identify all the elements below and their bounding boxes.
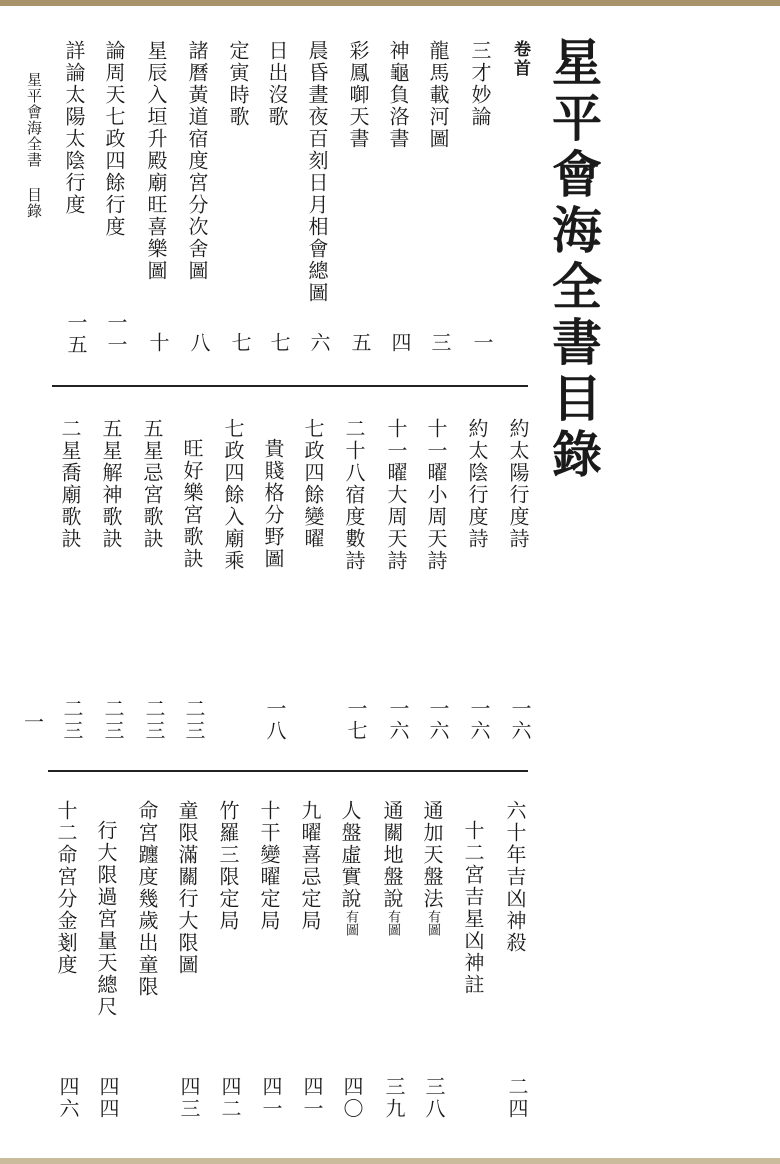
stray-mark: 一 [24, 710, 44, 734]
figure-note: 有圖 [425, 910, 440, 936]
toc-entry[interactable]: 十一曜大周天詩 [384, 418, 408, 572]
toc-entry[interactable]: 論周天七政四餘行度 [102, 40, 126, 238]
toc-entry[interactable] [177, 800, 197, 976]
toc-entry[interactable] [463, 820, 483, 996]
section-divider [52, 385, 528, 387]
page-number: 四 [388, 332, 412, 354]
page-number: 一五 [64, 312, 88, 356]
page-top-border [0, 0, 780, 6]
page-number: 一六 [508, 698, 532, 742]
toc-entry[interactable]: 日出沒歌 [265, 40, 289, 128]
toc-entry[interactable]: 五星解神歌訣 [99, 418, 123, 550]
page-number: 一七 [344, 698, 368, 742]
page-number: 一六 [386, 698, 410, 742]
toc-entry-text: 六十年吉凶神殺 [503, 800, 527, 954]
page-number: 二三 [60, 698, 84, 742]
page-number: 二三 [182, 698, 206, 742]
toc-entry[interactable] [382, 800, 402, 936]
page-number: 一八 [263, 698, 287, 742]
page-number: 七 [228, 332, 252, 354]
toc-entry[interactable]: 詳論太陽太陰行度 [62, 40, 86, 216]
toc-entry[interactable]: 諸曆黃道宿度宮分次舍圖 [185, 40, 209, 282]
toc-entry-text: 竹羅三限定局 [216, 800, 240, 932]
toc-entry-text: 十二宮吉星凶神註 [461, 820, 485, 996]
toc-entry[interactable]: 二星喬廟歌訣 [58, 418, 82, 550]
toc-entry[interactable]: 約太陽行度詩 [506, 418, 530, 550]
toc-entry[interactable] [137, 800, 157, 998]
page-title: 星平會海全書目錄 [544, 36, 603, 484]
toc-entry[interactable]: 神龜負洛書 [386, 40, 410, 150]
toc-entry[interactable]: 旺好樂宮歌訣 [180, 438, 204, 570]
page-number: 四一 [259, 1076, 283, 1120]
toc-entry[interactable] [259, 800, 279, 932]
toc-entry[interactable] [422, 800, 442, 936]
page-number: 二三 [101, 698, 125, 742]
toc-entry-text: 通加天盤法 [420, 800, 444, 910]
page-number: 十 [146, 332, 170, 354]
toc-entry[interactable]: 十一曜小周天詩 [424, 418, 448, 572]
page-number: 三八 [422, 1076, 446, 1120]
toc-entry-text: 十干變曜定局 [257, 800, 281, 932]
toc-entry[interactable]: 貴賤格分野圖 [261, 438, 285, 570]
toc-entry-text: 通關地盤說 [380, 800, 404, 910]
page-number: 四二 [218, 1076, 242, 1120]
toc-entry[interactable]: 星辰入垣升殿廟旺喜樂圖 [144, 40, 168, 282]
page-number: 一六 [426, 698, 450, 742]
page-number: 二四 [505, 1076, 529, 1120]
toc-entry[interactable] [96, 820, 116, 1018]
toc-entry[interactable] [218, 800, 238, 932]
page-number: 一 [470, 332, 494, 354]
toc-entry-text: 命宮躔度幾歲出童限 [135, 800, 159, 998]
running-head: 星平會海全書 目錄 [25, 72, 43, 219]
toc-entry-text: 童限滿關行大限圖 [175, 800, 199, 976]
page-number: 八 [187, 332, 211, 354]
toc-entry[interactable]: 彩鳳啣天書 [346, 40, 370, 150]
toc-entry[interactable] [340, 800, 360, 936]
toc-entry[interactable]: 約太陰行度詩 [465, 418, 489, 550]
toc-entry[interactable]: 五星忌宮歌訣 [140, 418, 164, 550]
toc-entry[interactable]: 七政四餘入廟乘 [221, 418, 245, 572]
toc-entry[interactable] [56, 800, 76, 976]
toc-entry[interactable]: 七政四餘變曜 [301, 418, 325, 550]
figure-note: 有圖 [343, 910, 358, 936]
page-number: 六 [307, 332, 331, 354]
page-number: 三九 [382, 1076, 406, 1120]
page-number: 三 [428, 332, 452, 354]
page-number: 一一 [104, 312, 128, 356]
toc-entry-text: 十二命宮分金剗度 [54, 800, 78, 976]
page-number: 四〇 [340, 1076, 364, 1120]
toc-entry[interactable]: 龍馬載河圖 [426, 40, 450, 150]
page-number: 二三 [142, 698, 166, 742]
toc-entry-text: 人盤虛實說 [338, 800, 362, 910]
toc-entry-text: 九曜喜忌定局 [298, 800, 322, 932]
toc-entry[interactable]: 三才妙論 [468, 40, 492, 128]
toc-entry-text: 行大限過宮量天總尺 [94, 820, 118, 1018]
page-number: 四一 [300, 1076, 324, 1120]
toc-entry[interactable]: 定寅時歌 [226, 40, 250, 128]
toc-entry[interactable]: 晨昏晝夜百刻日月相會總圖 [305, 40, 329, 304]
page-number: 一六 [467, 698, 491, 742]
page-number: 五 [348, 332, 372, 354]
page-number: 四三 [177, 1076, 201, 1120]
toc-entry[interactable] [300, 800, 320, 932]
volume-heading: 卷首 [510, 40, 530, 78]
page-bottom-border [0, 1158, 780, 1164]
page-number: 四六 [56, 1076, 80, 1120]
figure-note: 有圖 [385, 910, 400, 936]
page-number: 四四 [96, 1076, 120, 1120]
page-number: 七 [267, 332, 291, 354]
toc-entry[interactable]: 二十八宿度數詩 [342, 418, 366, 572]
section-divider [48, 770, 528, 772]
toc-entry[interactable] [505, 800, 525, 954]
